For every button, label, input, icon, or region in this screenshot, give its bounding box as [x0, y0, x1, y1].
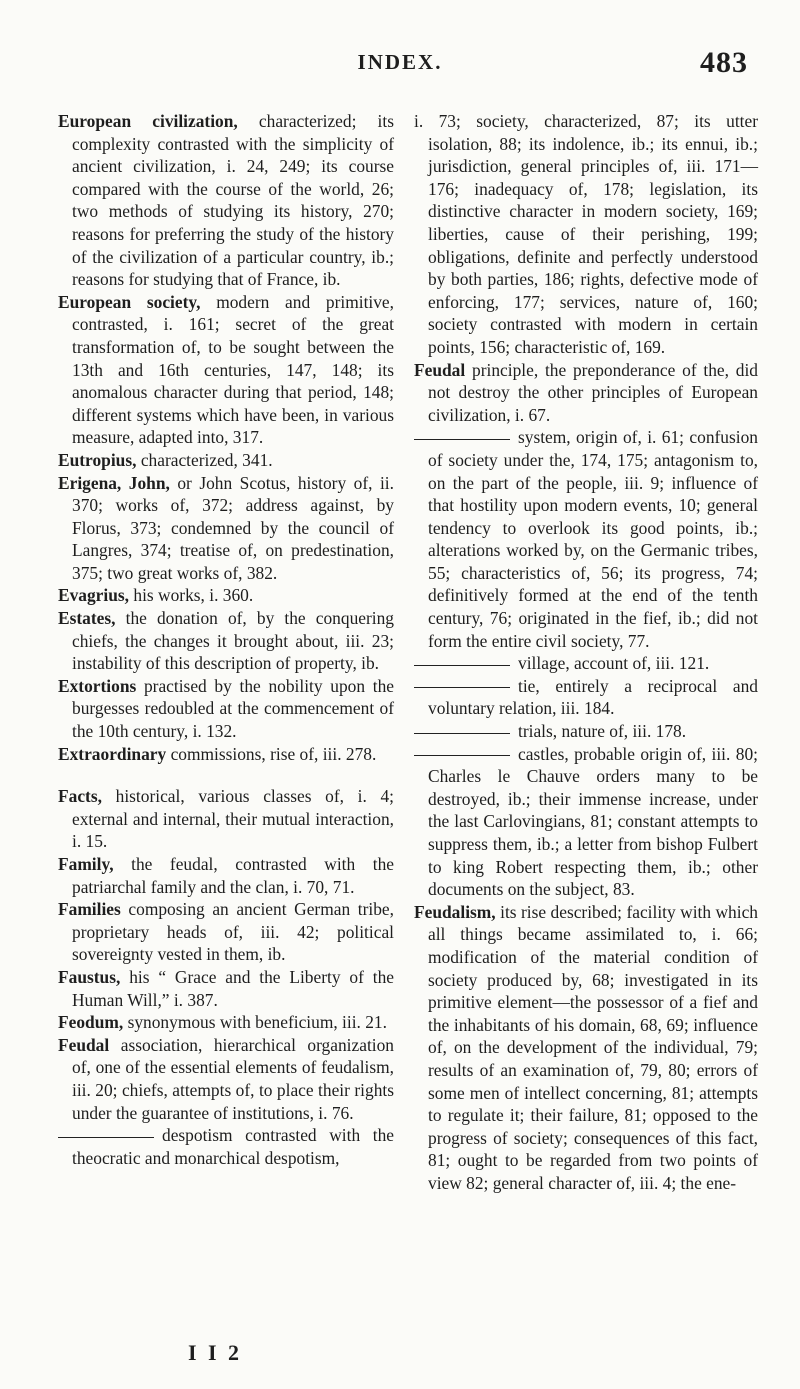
index-entry [58, 853, 394, 898]
index-entry [58, 110, 394, 291]
index-entry [58, 584, 394, 607]
entry-heading: Extortions [58, 675, 137, 696]
ditto-dash [58, 1137, 154, 1138]
entry-heading: Family, [58, 854, 114, 874]
index-column-left [58, 110, 394, 1195]
running-head [0, 46, 800, 90]
index-entry [58, 472, 394, 585]
entry-text: tie, entirely a reciprocal and voluntary relation, iii. 184. [428, 675, 758, 719]
entry-heading: European civilization, [58, 111, 238, 131]
ditto-dash [414, 733, 510, 734]
index-entry [58, 449, 394, 472]
index-entry [414, 359, 758, 427]
entry-text: trials, nature of, iii. 178. [518, 721, 687, 742]
entry-text: the feudal, contrasted with the patriarchal family and the clan, i. 70, 71. [72, 854, 394, 897]
index-entry [414, 720, 758, 743]
entry-text: village, account of, iii. 121. [518, 653, 710, 674]
index-entry [58, 966, 394, 1011]
entry-heading: Evagrius, [58, 585, 130, 606]
index-entry [414, 652, 758, 675]
entry-text: his “ Grace and the Liberty of the Human Will,” i. 387. [72, 966, 394, 1010]
entry-text: synonymous with beneficium, iii. 21. [127, 1012, 387, 1033]
index-entry [414, 743, 758, 901]
index-entry [414, 901, 758, 1195]
index-entry [58, 1011, 394, 1034]
entry-heading: Feudalism, [414, 901, 496, 922]
index-entry [414, 110, 758, 359]
ditto-dash [414, 687, 510, 688]
index-columns [58, 110, 758, 1195]
index-column-right [414, 110, 758, 1195]
entry-text: i. 73; society, characterized, 87; its utter isolation, 88; its indolence, ib.; its ennui, ib.; jurisdiction, general principles of, iii. 171—176; inadequacy of, 178; legislation, its distinctive character in modern society, 169; liberties, cause of their perishing, 199; obligations, definite and perfectly understood by both parties, 186; rights, defective mode of enforcing, 177; services, nature of, 160; society contrasted with modern in certain points, 156; characteristic of, 169. [414, 111, 758, 357]
entry-text: the donation of, by the conquering chiefs, the changes it brought about, iii. 23; instability of this description of property, ib. [72, 608, 394, 674]
entry-heading: Erigena, John, [58, 472, 170, 493]
entry-text: system, origin of, i. 61; confusion of society under the, 174, 175; antagonism to, on the part of the people, iii. 9; influence of that hostility upon modern events, 10; general tendency to overlook its good points, ib.; alterations worked by, on the Germanic tribes, 55; characteristics of, 56; its progress, 74; definitively formed at the end of the tenth century, 76; originated in the fief, ib.; did not form the entire civil society, 77. [428, 427, 758, 651]
ditto-dash [414, 755, 510, 756]
entry-text: association, hierarchical organization of, one of the essential elements of feudalism, iii. 20; chiefs, attempts of, to place their rights under the guarantee of institutions, i. 76. [72, 1034, 394, 1123]
entry-text: its rise described; facility with which all things became assimilated to, i. 66; modification of the material condition of society produced by, 68; investigated in its primitive element—the possessor of a fief and the inhabitants of his domain, 68, 69; influence of, on the development of the individual, 79; results of an examination of, 79, 80; errors of some men of intellect concerning, 81; attempts to regulate it; their failure, 81; opposed to the progress of society; consequences of this fact, 81; ought to be regarded from two points of view 82; general character of, iii. 4; the ene- [428, 901, 758, 1193]
ditto-dash [414, 665, 510, 666]
index-entry [58, 785, 394, 853]
page-number: 483 [700, 46, 748, 79]
entry-text: commissions, rise of, iii. 278. [170, 743, 377, 764]
entry-heading: Eutropius, [58, 449, 137, 470]
entry-text: practised by the nobility upon the burgesses redoubled at the commencement of the 10th century, i. 132. [72, 675, 394, 742]
entry-text: despotism contrasted with the theocratic and monarchical despotism, [72, 1125, 394, 1168]
entry-text: his works, i. 360. [133, 585, 254, 606]
entry-heading: Faustus, [58, 966, 121, 987]
entry-text: composing an ancient German tribe, proprietary heads of, iii. 42; political sovereignty vested in them, ib. [72, 899, 394, 965]
index-entry [58, 1034, 394, 1124]
entry-text: characterized; its complexity contrasted with the simplicity of ancient civilization, i. 24, 249; its course compared with the course of the world, 26; two methods of studying its history, 270; reasons for preferring the study of the history of the civilization of a particular country, ib.; reasons for studying that of France, ib. [72, 111, 394, 290]
index-entry [414, 675, 758, 720]
entry-heading: Feudal [58, 1034, 110, 1055]
entry-heading: Extraordinary [58, 743, 167, 764]
entry-heading: European society, [58, 291, 201, 312]
entry-text: characterized, 341. [140, 449, 273, 470]
ditto-dash [414, 439, 510, 440]
index-entry [58, 898, 394, 966]
entry-text: historical, various classes of, i. 4; external and internal, their mutual interaction, i. 15. [72, 786, 395, 852]
index-entry [58, 675, 394, 743]
entry-heading: Feudal [414, 359, 466, 380]
entry-text: or John Scotus, history of, ii. 370; works of, 372; address against, by Florus, 373; condemned by the council of Langres, 374; treatise of, on predestination, 375; two great works of, 382. [72, 472, 394, 583]
entry-text: castles, probable origin of, iii. 80; Charles le Chauve orders many to be destroyed, ib.; their immense increase, under the last Carlovingians, 81; constant attempts to suppress them, ib.; a letter from bishop Fulbert to king Robert respecting them, ib.; other documents on the subject, 83. [428, 743, 758, 900]
signature-mark: I I 2 [187, 1340, 243, 1365]
entry-heading: Families [58, 899, 121, 920]
index-entry [58, 291, 394, 449]
entry-heading: Facts, [58, 786, 102, 807]
index-entry [414, 426, 758, 652]
running-title: INDEX. [357, 50, 443, 74]
entry-heading: Feodum, [58, 1012, 124, 1033]
index-entry [58, 607, 394, 675]
index-entry [58, 1124, 394, 1169]
entry-text: modern and primitive, contrasted, i. 161; secret of the great transformation of, to be sought between the 13th and 16th centuries, 147, 148; its anomalous character during that period, 148; different systems which have been, in various measure, adapted into, 317. [72, 291, 394, 448]
entry-heading: Estates, [58, 608, 116, 629]
entry-text: principle, the preponderance of the, did not destroy the other principles of European civilization, i. 67. [428, 359, 758, 425]
index-entry [58, 743, 394, 766]
